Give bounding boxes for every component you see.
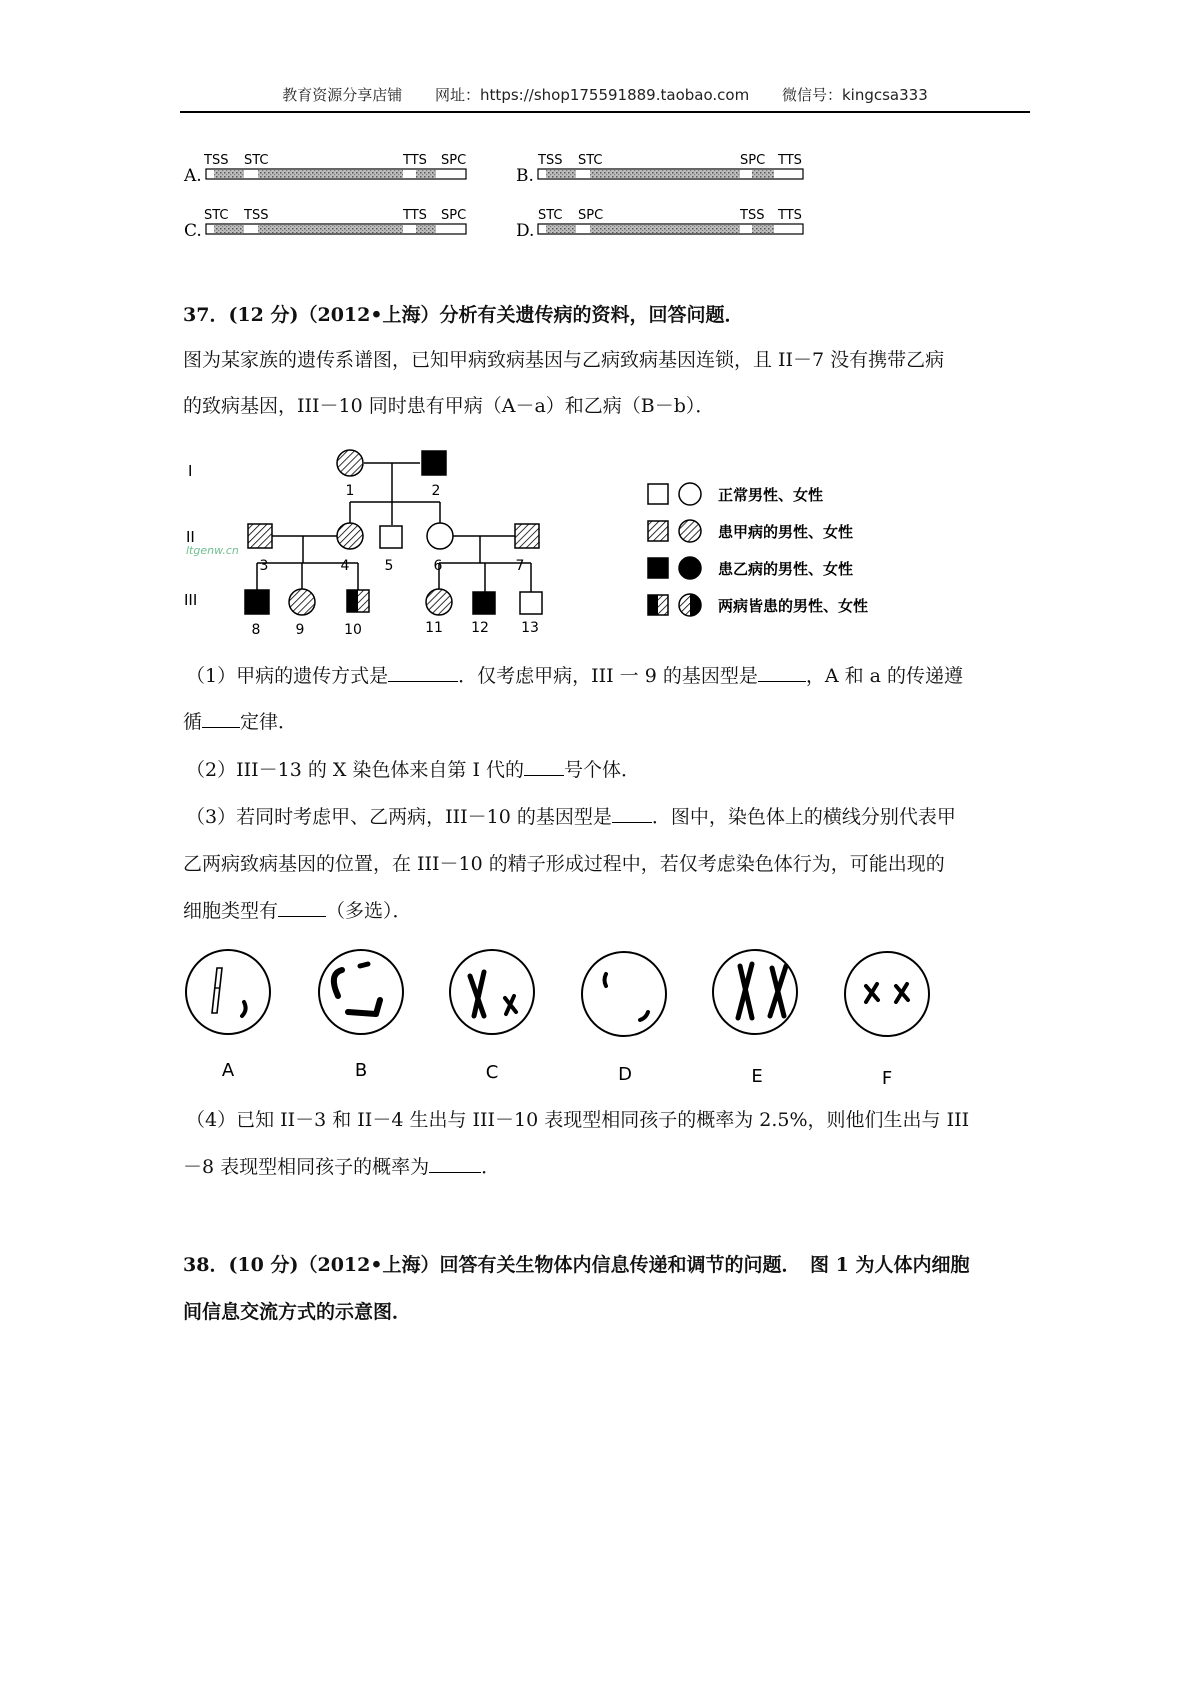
pedigree-number: 10 (344, 622, 362, 638)
pedigree-number: 13 (521, 620, 539, 636)
cell-label: E (751, 1066, 763, 1087)
gene-label: SPC (441, 153, 467, 168)
pedigree-number: 5 (384, 558, 394, 574)
gene-option-a (183, 153, 466, 186)
q37-sub1-text-c: ，A 和 a 的传递遵 (805, 665, 963, 687)
legend-label: 两病皆患的男性、女性 (718, 597, 869, 615)
legend-label: 患乙病的男性、女性 (718, 560, 854, 578)
q37-title: 37．(12 分)（2012•上海）分析有关遗传病的资料，回答问题． (183, 304, 744, 326)
q37-sub3-text-b: ．图中，染色体上的横线分别代表甲 (651, 806, 956, 828)
pedigree-number: 6 (433, 558, 443, 574)
pedigree-individual-10 (347, 590, 369, 612)
pedigree-legend (648, 483, 868, 616)
legend-symbol (648, 484, 668, 504)
cell-label: C (485, 1062, 499, 1083)
header-wechat: 微信号：kingcsa333 (781, 86, 928, 104)
pedigree-individual-4 (337, 523, 363, 549)
option-letter: A. (184, 166, 202, 186)
gene-label: SPC (578, 208, 604, 223)
pedigree-individual-2 (422, 451, 446, 475)
cell-diagram-d (582, 952, 666, 1036)
pedigree-watermark: ltgenw.cn (186, 544, 239, 557)
q37-sub2-text-b: 号个体． (564, 759, 641, 781)
gene-label: SPC (740, 153, 766, 168)
legend-symbol (679, 483, 701, 505)
gene-label: TTS (403, 208, 427, 223)
generation-label: III (184, 591, 198, 609)
q37-sub1-line-2 (183, 709, 297, 735)
q37-sub3-line-3 (183, 898, 412, 924)
legend-symbol (679, 520, 701, 542)
cell-label: B (354, 1060, 368, 1081)
gene-options-figure (0, 0, 1200, 260)
gene-label: STC (538, 208, 563, 223)
pedigree-individual-5 (380, 526, 402, 548)
q37-sub4-text-b: －8 表现型相同孩子的概率为 (183, 1156, 430, 1178)
pedigree-number: 3 (259, 558, 269, 574)
answer-blank-law[interactable] (202, 709, 240, 728)
q37-sub3-line-1 (186, 804, 956, 830)
legend-symbol (679, 557, 701, 579)
pedigree-number: 4 (340, 558, 350, 574)
gene-label: TSS (244, 208, 269, 223)
answer-blank-x-origin[interactable] (524, 757, 564, 776)
q37-sub1-text-a: （1）甲病的遗传方式是 (186, 665, 389, 687)
answer-blank-cell-types[interactable] (278, 898, 326, 917)
q38-title-line-1: 38．(10 分)（2012•上海）回答有关生物体内信息传递和调节的问题． 图 1 为人体内细胞 (183, 1254, 970, 1276)
pedigree-individual-12 (473, 592, 495, 614)
header-url: 网址：https://shop175591889.taobao.com (435, 86, 750, 104)
cell-diagram-a (186, 950, 270, 1034)
q37-sub4-text-c: ． (481, 1156, 501, 1178)
gene-label: TTS (778, 208, 802, 223)
legend-symbol (679, 594, 701, 616)
legend-symbol (648, 521, 668, 541)
cell-label: A (221, 1060, 235, 1081)
pedigree-number: 2 (431, 483, 441, 499)
q37-intro-line-2: 的致病基因，III－10 同时患有甲病（A－a）和乙病（B－b）． (183, 395, 715, 417)
q37-sub3-line-2: 乙两病致病基因的位置，在 III－10 的精子形成过程中，若仅考虑染色体行为，可能出现的 (183, 853, 945, 875)
cell-diagram-c (450, 950, 534, 1034)
option-letter: C. (184, 221, 202, 241)
generation-label: II (186, 528, 195, 546)
legend-symbol (648, 558, 668, 578)
generation-label: I (188, 462, 193, 480)
gene-option-b (516, 153, 803, 186)
pedigree-number: 9 (295, 622, 305, 638)
q37-sub1-text-b: ．仅考虑甲病，III 一 9 的基因型是 (458, 665, 758, 687)
answer-blank-probability[interactable] (429, 1154, 481, 1173)
pedigree-individual-3 (248, 524, 272, 548)
q37-sub3-text-d: 细胞类型有 (183, 900, 279, 922)
answer-blank-inheritance-mode[interactable] (388, 663, 458, 682)
legend-symbol (648, 595, 668, 615)
gene-label: TSS (538, 153, 563, 168)
gene-label: STC (578, 153, 603, 168)
pedigree-individual-7 (515, 524, 539, 548)
q37-sub3-text-e: （多选）． (326, 900, 412, 922)
gene-label: TSS (740, 208, 765, 223)
gene-label: TTS (403, 153, 427, 168)
gene-option-c (184, 208, 466, 241)
pedigree-individual-6 (427, 523, 453, 549)
gene-label: TTS (778, 153, 802, 168)
q37-sub1-text-d: 循 (183, 711, 203, 733)
pedigree-individual-9 (289, 589, 315, 615)
q37-sub1-text-e: 定律． (240, 711, 298, 733)
q37-sub4-line-1: （4）已知 II－3 和 II－4 生出与 III－10 表现型相同孩子的概率为 2.5%，则他们生出与 III (186, 1109, 970, 1131)
cell-diagram-f (845, 952, 929, 1036)
q37-sub2-line (186, 757, 640, 783)
gene-label: STC (204, 208, 229, 223)
pedigree-individual-8 (245, 590, 269, 614)
q38-title-line-2: 间信息交流方式的示意图． (183, 1301, 412, 1323)
q37-sub4-line-2 (183, 1154, 500, 1180)
pedigree-chart (0, 430, 1200, 650)
gene-option-d (516, 208, 803, 241)
gene-label: TSS (204, 153, 229, 168)
option-letter: D. (516, 221, 535, 241)
cell-label: F (881, 1068, 893, 1089)
cell-diagram-e (713, 950, 797, 1034)
q37-intro-line-1: 图为某家族的遗传系谱图，已知甲病致病基因与乙病致病基因连锁，且 II－7 没有携带乙病 (183, 349, 945, 371)
option-letter: B. (516, 166, 534, 186)
header-shop: 教育资源分享店铺 (282, 86, 403, 104)
q37-sub2-text-a: （2）III－13 的 X 染色体来自第 I 代的 (186, 759, 525, 781)
pedigree-individual-11 (426, 589, 452, 615)
pedigree-individual-1 (337, 450, 363, 476)
pedigree-individual-13 (520, 592, 542, 614)
gene-label: SPC (441, 208, 467, 223)
cell-label: D (618, 1064, 632, 1085)
q37-sub3-text-a: （3）若同时考虑甲、乙两病，III－10 的基因型是 (186, 806, 612, 828)
cell-diagram-b (319, 950, 403, 1034)
pedigree-number: 11 (425, 620, 443, 636)
pedigree-number: 1 (345, 483, 355, 499)
cell-diagrams (0, 940, 1200, 1100)
legend-label: 正常男性、女性 (718, 486, 824, 504)
pedigree-number: 12 (471, 620, 489, 636)
pedigree-number: 8 (251, 622, 261, 638)
q37-sub1-line-1 (186, 663, 963, 689)
answer-blank-genotype-iii10[interactable] (612, 804, 652, 823)
answer-blank-genotype-iii9[interactable] (758, 663, 806, 682)
gene-label: STC (244, 153, 269, 168)
legend-label: 患甲病的男性、女性 (718, 523, 854, 541)
pedigree-number: 7 (515, 558, 525, 574)
